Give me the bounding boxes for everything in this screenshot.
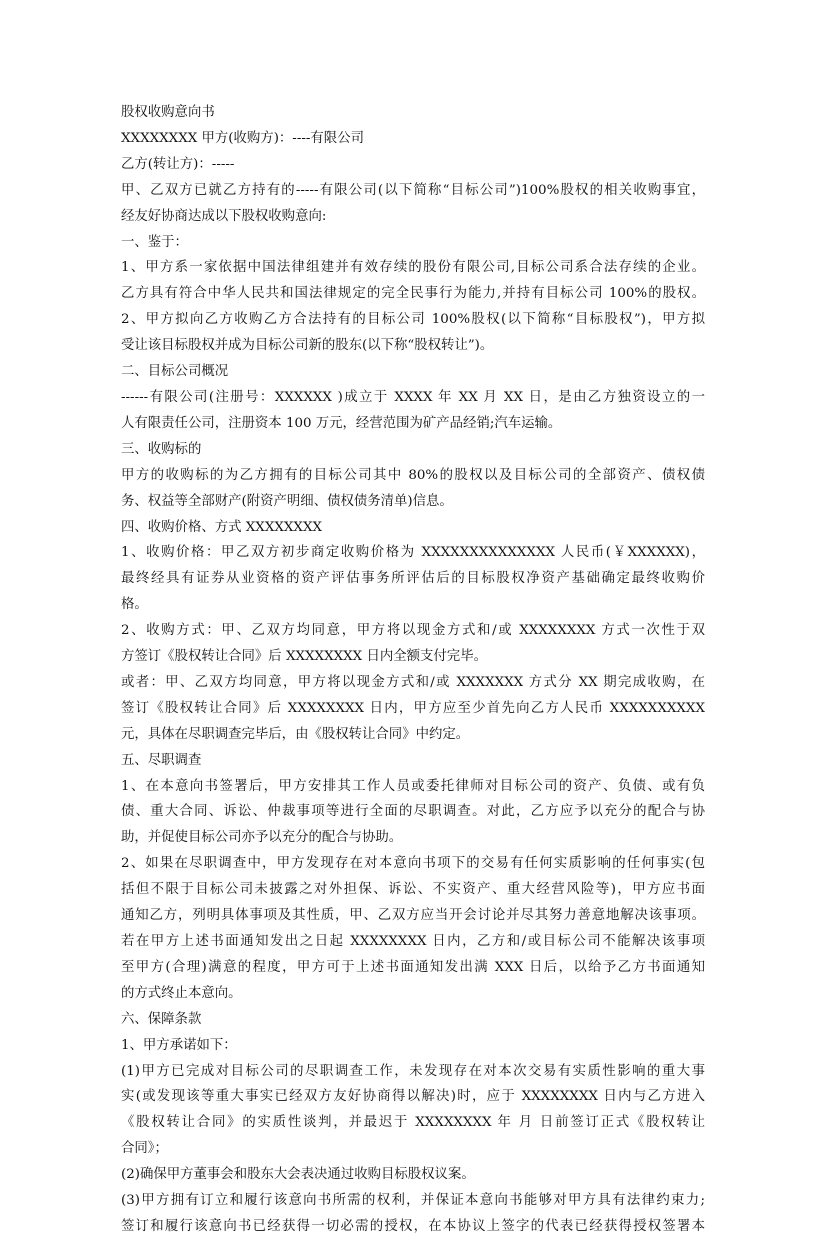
- paragraph-line: 1、在本意向书签署后，甲方安排其工作人员或委托律师对目标公司的资产、负债、或有负: [121, 778, 705, 794]
- document-body: [121, 100, 705, 1240]
- paragraph-line: 务、权益等全部财产(附资产明细、债权债务清单)信息。: [121, 493, 453, 509]
- paragraph-line: 至甲方(合理)满意的程度，甲方可于上述书面通知发出满 XXX 日后，以给予乙方书面通知: [121, 959, 705, 975]
- section-heading: 二、目标公司概况: [121, 364, 229, 380]
- paragraph-line: 受让该目标股权并成为目标公司新的股东(以下称“股权转让”)。: [121, 338, 494, 354]
- paragraph-line: 合同》；: [121, 1141, 168, 1157]
- paragraph-line: (1)甲方已完成对目标公司的尽职调查工作，未发现存在对本次交易有实质性影响的重大事: [121, 1063, 705, 1079]
- party-b-line: 乙方(转让方)：-----: [121, 156, 235, 172]
- paragraph-line: 乙方具有符合中华人民共和国法律规定的完全民事行为能力,并持有目标公司 100%的股权。: [121, 286, 705, 302]
- paragraph-line: 签订和履行该意向书已经获得一切必需的授权，在本协议上签字的代表已经获得授权签署本: [121, 1218, 705, 1234]
- section-heading: 六、保障条款: [121, 1011, 202, 1027]
- paragraph-line: 2、如果在尽职调查中，甲方发现存在对本意向书项下的交易有任何实质影响的任何事实(包: [121, 856, 705, 872]
- preamble-line: 经友好协商达成以下股权收购意向:: [121, 208, 327, 224]
- paragraph-line: 格。: [121, 597, 148, 613]
- paragraph-line: 或者：甲、乙双方均同意，甲方将以现金方式和/或 XXXXXXX 方式分 XX 期完成收购，在: [121, 674, 705, 690]
- paragraph-line: 人有限责任公司，注册资本 100 万元，经营范围为矿产品经销;汽车运输。: [121, 415, 562, 431]
- paragraph-line: 最终经具有证券从业资格的资产评估事务所评估后的目标股权净资产基础确定最终收购价: [121, 571, 705, 587]
- section-heading: 三、收购标的: [121, 441, 202, 457]
- paragraph-line: 方签订《股权转让合同》后 XXXXXXXX 日内全额支付完毕。: [121, 649, 487, 665]
- paragraph-line: 2、甲方拟向乙方收购乙方合法持有的目标公司 100%股权(以下简称“目标股权”)，甲方拟: [121, 312, 705, 328]
- paragraph-line: 1、收购价格：甲乙双方初步商定收购价格为 XXXXXXXXXXXXXX 人民币(￥XXXXXX)，: [121, 545, 705, 561]
- paragraph-line: 实(或发现该等重大事实已经双方友好协商得以解决)时，应于 XXXXXXXX 日内与乙方进入: [121, 1089, 705, 1105]
- section-heading: 五、尽职调查: [121, 752, 202, 768]
- paragraph-line: 甲方的收购标的为乙方拥有的目标公司其中 80%的股权以及目标公司的全部资产、债权债: [121, 467, 705, 483]
- paragraph-line: 1、甲方承诺如下：: [121, 1037, 237, 1053]
- paragraph-line: 签订《股权转让合同》后 XXXXXXXX 日内，甲方应至少首先向乙方人民币 XXXXXXXXXX: [121, 700, 705, 716]
- paragraph-line: 若在甲方上述书面通知发出之日起 XXXXXXXX 日内，乙方和/或目标公司不能解决该事项: [121, 934, 705, 949]
- paragraph-line: (2)确保甲方董事会和股东大会表决通过收购目标股权议案。: [121, 1167, 475, 1183]
- paragraph-line: 助，并促使目标公司亦予以充分的配合与协助。: [121, 830, 403, 846]
- party-a-line: XXXXXXXX 甲方(收购方)：----有限公司: [121, 130, 364, 146]
- paragraph-line: 债、重大合同、诉讼、仲裁事项等进行全面的尽职调查。对此，乙方应予以充分的配合与协: [121, 804, 705, 820]
- section-heading: 四、收购价格、方式 XXXXXXXX: [121, 519, 323, 535]
- paragraph-line: ------有限公司(注册号：XXXXXX )成立于 XXXX 年 XX 月 XX 日，是由乙方独资设立的一: [121, 389, 705, 405]
- paragraph-line: 《股权转让合同》的实质性谈判，并最迟于 XXXXXXXX 年 月 日前签订正式《股权转让: [121, 1115, 705, 1131]
- section-heading: 一、鉴于：: [121, 234, 188, 250]
- paragraph-line: 元，具体在尽职调查完毕后，由《股权转让合同》中约定。: [121, 726, 470, 742]
- paragraph-line: 2、收购方式：甲、乙双方均同意，甲方将以现金方式和/或 XXXXXXXX 方式一次性于双: [121, 623, 705, 639]
- paragraph-line: 通知乙方，列明具体事项及其性质，甲、乙双方应当开会讨论并尽其努力善意地解决该事项。: [121, 908, 705, 924]
- paragraph-line: 1、甲方系一家依据中国法律组建并有效存续的股份有限公司,目标公司系合法存续的企业。: [121, 260, 705, 276]
- document-title: 股权收购意向书: [121, 105, 215, 120]
- paragraph-line: 的方式终止本意向。: [121, 985, 242, 1001]
- paragraph-line: (3)甲方拥有订立和履行该意向书所需的权利，并保证本意向书能够对甲方具有法律约束力;: [121, 1193, 705, 1209]
- paragraph-line: 括但不限于目标公司未披露之对外担保、诉讼、不实资产、重大经营风险等)，甲方应书面: [121, 882, 705, 898]
- preamble-line: 甲、乙双方已就乙方持有的-----有限公司(以下简称“目标公司”)100%股权的相关收购事宜，: [121, 182, 705, 198]
